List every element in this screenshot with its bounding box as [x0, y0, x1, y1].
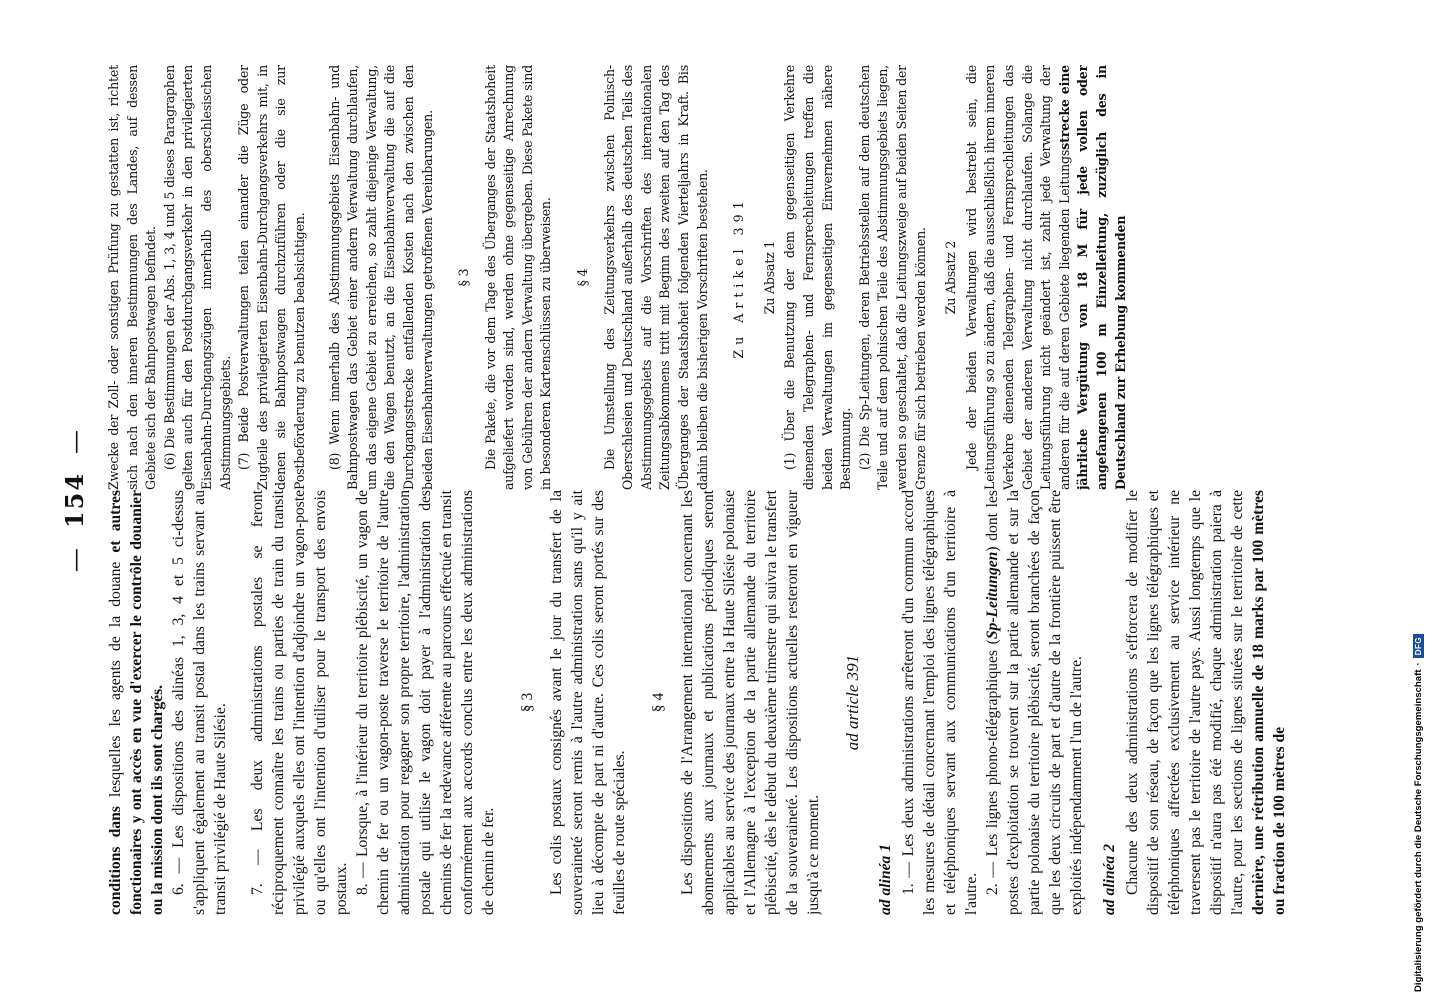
- fr-paragraph-7: 1. — Les deux administrations arrêteront d'un commun accord les mesures de détail concernant l'emploi des lignes télégraphiques et téléphoniques servant aux communications d'un territoire à l'autre.: [900, 490, 980, 915]
- french-column: [105, 490, 1335, 915]
- fr-paragraph-4: 8. — Lorsque, à l'intérieur du territoire plébiscité, un vagon de chemin de fer ou un vagon-poste traverse le territoire de l'autre administration pour regagner son propre territoire, l'administration postale qui utilise le vagon doit payer à l'administration des chemins de fer la redevance afférente au parcours effectué en transit conformément aux accords conclus entre les deux administrations de chemin de fer.: [354, 490, 497, 915]
- german-column: [105, 65, 1335, 490]
- de-paragraph-9: Jede der beiden Verwaltungen wird bestrebt sein, die Leitungsführung so zu ändern, daß die ausschließlich ihrem inneren Verkehre dienenden Telegraphen- und Fernsprechleitungen das Gebiet der anderen Verwaltung nicht durchlaufen. Solange die Leitungsführung nicht geändert ist, zahlt jede Verwaltung der anderen für die auf deren Gebiete liegenden Leitungsstrecke eine jährliche Vergütung von 18 M für jede vollen oder angefangenen 100 m Einzelleitung, zuzüglich des in Deutschland zur Erhebung kommenden: [963, 65, 1128, 490]
- de-article-heading: Zu Artikel 391: [731, 196, 747, 359]
- dfg-logo: DFG: [1413, 634, 1424, 658]
- fr-paragraph-8: 2. — Les lignes phono-télégraphiques (Sp-Leitungen) dont les postes d'exploitation se trouvent sur la partie allemande et sur la partie polonaise du territoire plébiscité, seront branchées de façon que les deux circuits de part et d'autre de la frontière puissent être exploités indépendamment l'un de l'autre.: [984, 490, 1085, 915]
- de-subheading-absatz-1: Zu Absatz 1: [761, 240, 777, 315]
- fr-paragraph-1: conditions dans lesquelles les agents de la douane et autres fonctionaires y ont accès en vue d'exercer le contrôle douanier ou la mission dont ils sont chargés.: [107, 490, 166, 915]
- de-paragraph-3: (7) Beide Postverwaltungen teilen einander die Züge oder Zugteile des privilegierten Eisenbahn-Durchgangsverkehrs mit, in denen sie Bahnpostwagen durchzuführen oder die sie zur Postbeförderung zu benutzen beabsichtigen.: [236, 65, 307, 490]
- digitization-credit: Digitalisierung gefördert durch die Deutsche Forschungsgemeinschaft · DFG: [1408, 8, 1428, 992]
- de-paragraph-7: (1) Über die Benutzung der dem gegenseitigen Verkehre dienenden Telegraphen- und Fernsprechleitungen treffen die beiden Verwaltungen im gegenseitigen Einvernehmen nähere Bestimmung.: [782, 65, 854, 490]
- fr-section-4-heading: § 4: [650, 692, 667, 713]
- fr-paragraph-6: Les dispositions de l'Arrangement international concernant les abonnements aux journaux et publications périodiques seront applicables au service des journaux entre la Haute Silésie polonaise et l'Allemagne à l'exception de la partie allemande du territoire plébiscité, dès le début du deuxième trimestre qui suivra le transfert de la souveraineté. Les dispositions actuelles resteront en vigueur jusqu'à ce moment.: [679, 490, 822, 915]
- fr-paragraph-3: 7. — Les deux administrations postales se feront réciproquement connaître les trains ou parties de train du transit privilégié auxquels elles ont l'intention d'adjoindre un vagon-poste ou qu'elles ont l'intention d'utiliser pour le transport des envois postaux.: [249, 490, 350, 915]
- fr-paragraph-2: 6. — Les dispositions des alinéas 1, 3, 4 et 5 ci-dessus s'appliquent également au transit postal dans les trains servant au transit privilégié de Haute Silésie.: [170, 490, 229, 915]
- de-paragraph-5: Die Pakete, die vor dem Tage des Überganges der Staatshoheit aufgeliefert worden sind, werden ohne gegenseitige Anrechnung von Gebühren der andern Verwaltung übergeben. Diese Pakete sind in besonderen Kartenschlüssen zu überweisen.: [482, 65, 554, 490]
- fr-article-heading: ad article 391: [843, 654, 862, 751]
- page-number: —154—: [60, 427, 89, 573]
- de-paragraph-6: Die Umstellung des Zeitungsverkehrs zwischen Polnisch-Oberschlesien und Deutschland außerhalb des deutschen Teils des Abstimmungsgebiets auf die Vorschriften des internationalen Zeitungsabkommens tritt mit Beginn des zweiten auf den Tag des Überganges der Staatshoheit folgenden Vierteljahrs in Kraft. Bis dahin bleiben die bisherigen Vorschriften bestehen.: [601, 65, 710, 490]
- fr-subheading-alinea-1: ad alinéa 1: [877, 843, 894, 915]
- de-section-3-heading: § 3: [456, 268, 472, 287]
- fr-section-3-heading: § 3: [519, 692, 536, 713]
- fr-paragraph-5: Les colis postaux consignés avant le jour du transfert de la souveraineté seront remis à l'autre administration sans qu'il y ait lieu à décompte de part ni d'autre. Ces colis seront portés sur des feuilles de route spéciales.: [548, 490, 628, 915]
- credit-text: Digitalisierung gefördert durch die Deutsche Forschungsgemeinschaft: [1412, 669, 1424, 992]
- de-paragraph-1: Zwecke der Zoll- oder sonstigen Prüfung zu gestatten ist, richtet sich nach den inneren Bestimmungen des Landes, auf dessen Gebiete sich der Bahnpostwagen befindet.: [106, 65, 159, 490]
- de-paragraph-4: (8) Wenn innerhalb des Abstimmungsgebiets Eisenbahn- und Bahnpostwagen das Gebiet einer andern Verwaltung durchlaufen, um das eigene Gebiet zu erreichen, so zahlt diejenige Verwaltung, die den Wagen benutzt, an die Eisenbahnverwaltung die auf die Durchgangsstrecke entfallenden Kosten nach den zwischen den beiden Eisenbahnverwaltungen getroffenen Vereinbarungen.: [326, 65, 435, 490]
- page-number-value: 154: [60, 471, 89, 529]
- de-paragraph-2: (6) Die Bestimmungen der Abs. 1, 3, 4 und 5 dieses Paragraphen gelten auch für den Postdurchgangsverkehr in den privilegierten Eisenbahn-Durchgangszügen innerhalb des oberschlesischen Abstimmungsgebiets.: [161, 65, 233, 490]
- de-paragraph-8: (2) Die Sp-Leitungen, deren Betriebsstellen auf dem deutschen Teile und auf dem polnischen Teile des Abstimmungsgebiets liegen, werden so geschaltet, daß die Leitungszweige auf beiden Seiten der Grenze für sich betrieben werden können.: [856, 65, 928, 490]
- fr-paragraph-9: Chacune des deux administrations s'efforcera de modifier le dispositif de son réseau, de façon que les lignes télégraphiques et téléphoniques affectées exclusivement au service intérieur ne traversent pas le territoire de l'autre pays. Aussi longtemps que le dispositif n'aura pas été modifié, chaque administration paiera à l'autre, pour les sections de lignes situées sur le territoire de cette dernière, une rétribution annuelle de 18 marks par 100 mètres ou fraction de 100 mètres de: [1124, 490, 1288, 915]
- de-subheading-absatz-2: Zu Absatz 2: [943, 240, 959, 315]
- fr-subheading-alinea-2: ad alinéa 2: [1101, 843, 1118, 915]
- de-section-4-heading: § 4: [575, 268, 591, 287]
